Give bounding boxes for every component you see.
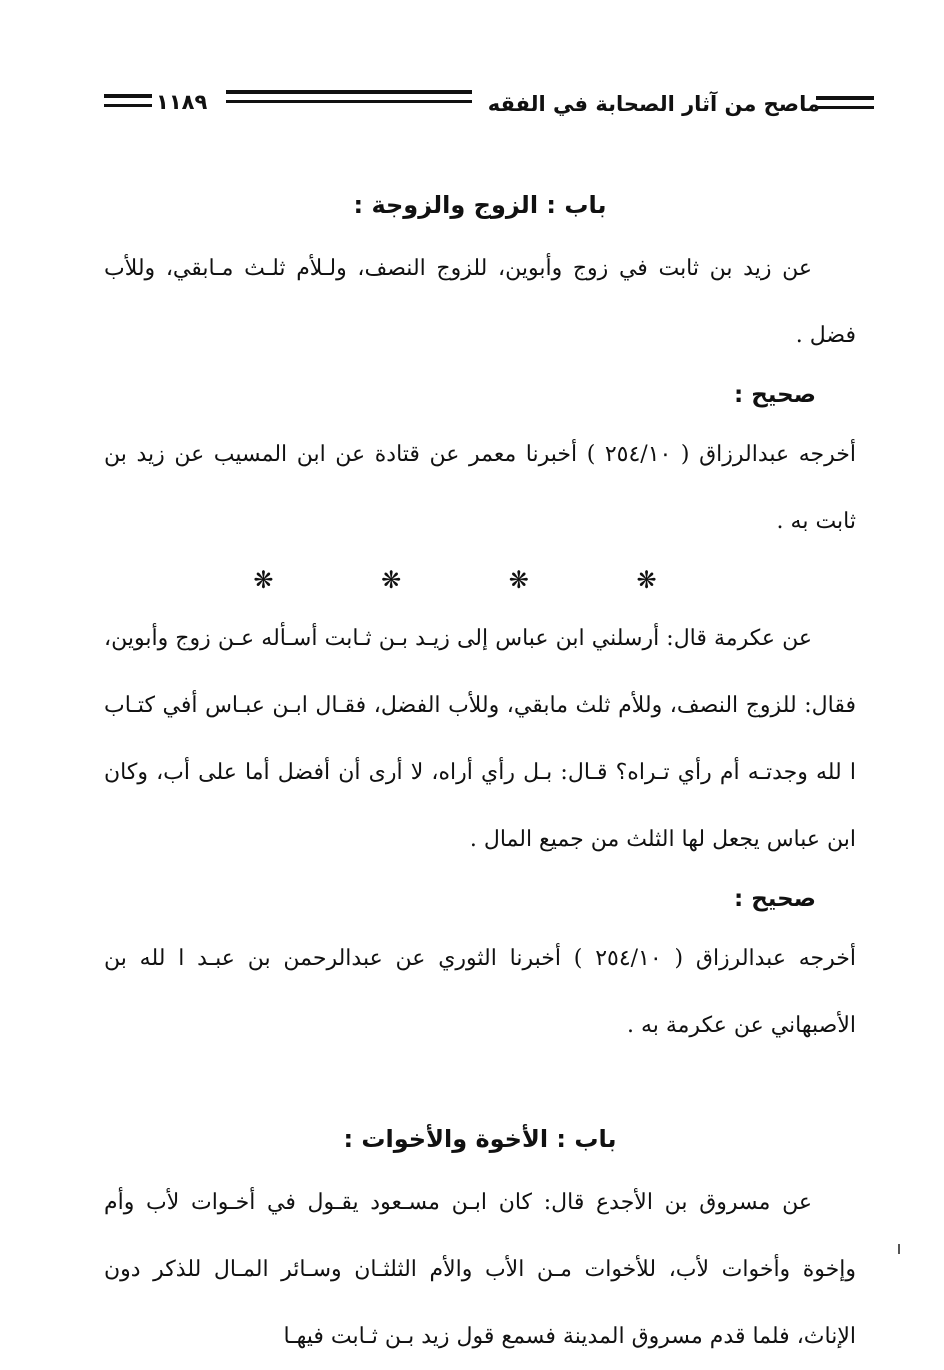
section-heading-spouses: باب : الزوج والزوجة : bbox=[353, 191, 607, 219]
section-heading-siblings: باب : الأخوة والأخوات : bbox=[343, 1125, 617, 1153]
grade-label: صحيح : bbox=[734, 886, 816, 912]
hadith-text: عن عكرمة قال: أرسلني ابن عباس إلى زيـد بـن ثـابت أسـأله عـن زوج وأبوين، فقال: للزوج النصف، وللأم ثلث مابقي، وللأب الفضل، فقـال ابـن عبـاس أفي كتـاب ا لله وجدتـه أم رأي تـراه؟ قـال: بـل رأي أراه، لا أرى أن أفضل أما على أب، وكان ابن عباس يجعل لها الثلث من جميع المال . bbox=[104, 626, 856, 852]
header-rule-left-top bbox=[104, 94, 152, 98]
grade-label: صحيح : bbox=[734, 382, 816, 408]
page-number: ١١٨٩ bbox=[156, 90, 208, 114]
section-separator: ❋ ❋ ❋ ❋ bbox=[253, 566, 707, 594]
page-header bbox=[104, 84, 874, 124]
margin-mark bbox=[898, 1244, 900, 1254]
spacer bbox=[104, 1059, 856, 1109]
book-title: ماصح من آثار الصحابة في الفقه bbox=[487, 92, 820, 116]
takhrij-text: أخرجه عبدالرزاق ( ٢٥٤/١٠ ) أخبرنا الثوري عن عبدالرحمن بن عبـد ا لله بن الأصبهاني عن عكرمة به . bbox=[104, 946, 856, 1038]
header-rule-right-top bbox=[816, 96, 874, 100]
header-rule-middle-top bbox=[226, 90, 472, 94]
page-content bbox=[104, 175, 856, 1370]
hadith-text: عن مسروق بن الأجدع قال: كان ابـن مسـعود يقـول في أخـوات لأب وأم وإخوة وأخوات لأب، للأخوات مـن الأب والأم الثلثـان وسـائر المـال للذكر دون الإناث، فلما قدم مسروق المدينة فسمع قول زيد بـن ثـابت فيهـا bbox=[104, 1190, 856, 1349]
header-rule-middle-bottom bbox=[226, 100, 472, 103]
header-rule-right-bottom bbox=[816, 106, 874, 109]
takhrij-text: أخرجه عبدالرزاق ( ٢٥٤/١٠ ) أخبرنا معمر عن قتادة عن ابن المسيب عن زيد بن ثابت به . bbox=[104, 442, 856, 534]
hadith-text: عن زيد بن ثابت في زوج وأبوين، للزوج النصف، ولـلأم ثلـث مـابقي، وللأب فضل . bbox=[104, 256, 856, 348]
header-rule-left-bottom bbox=[104, 104, 152, 107]
